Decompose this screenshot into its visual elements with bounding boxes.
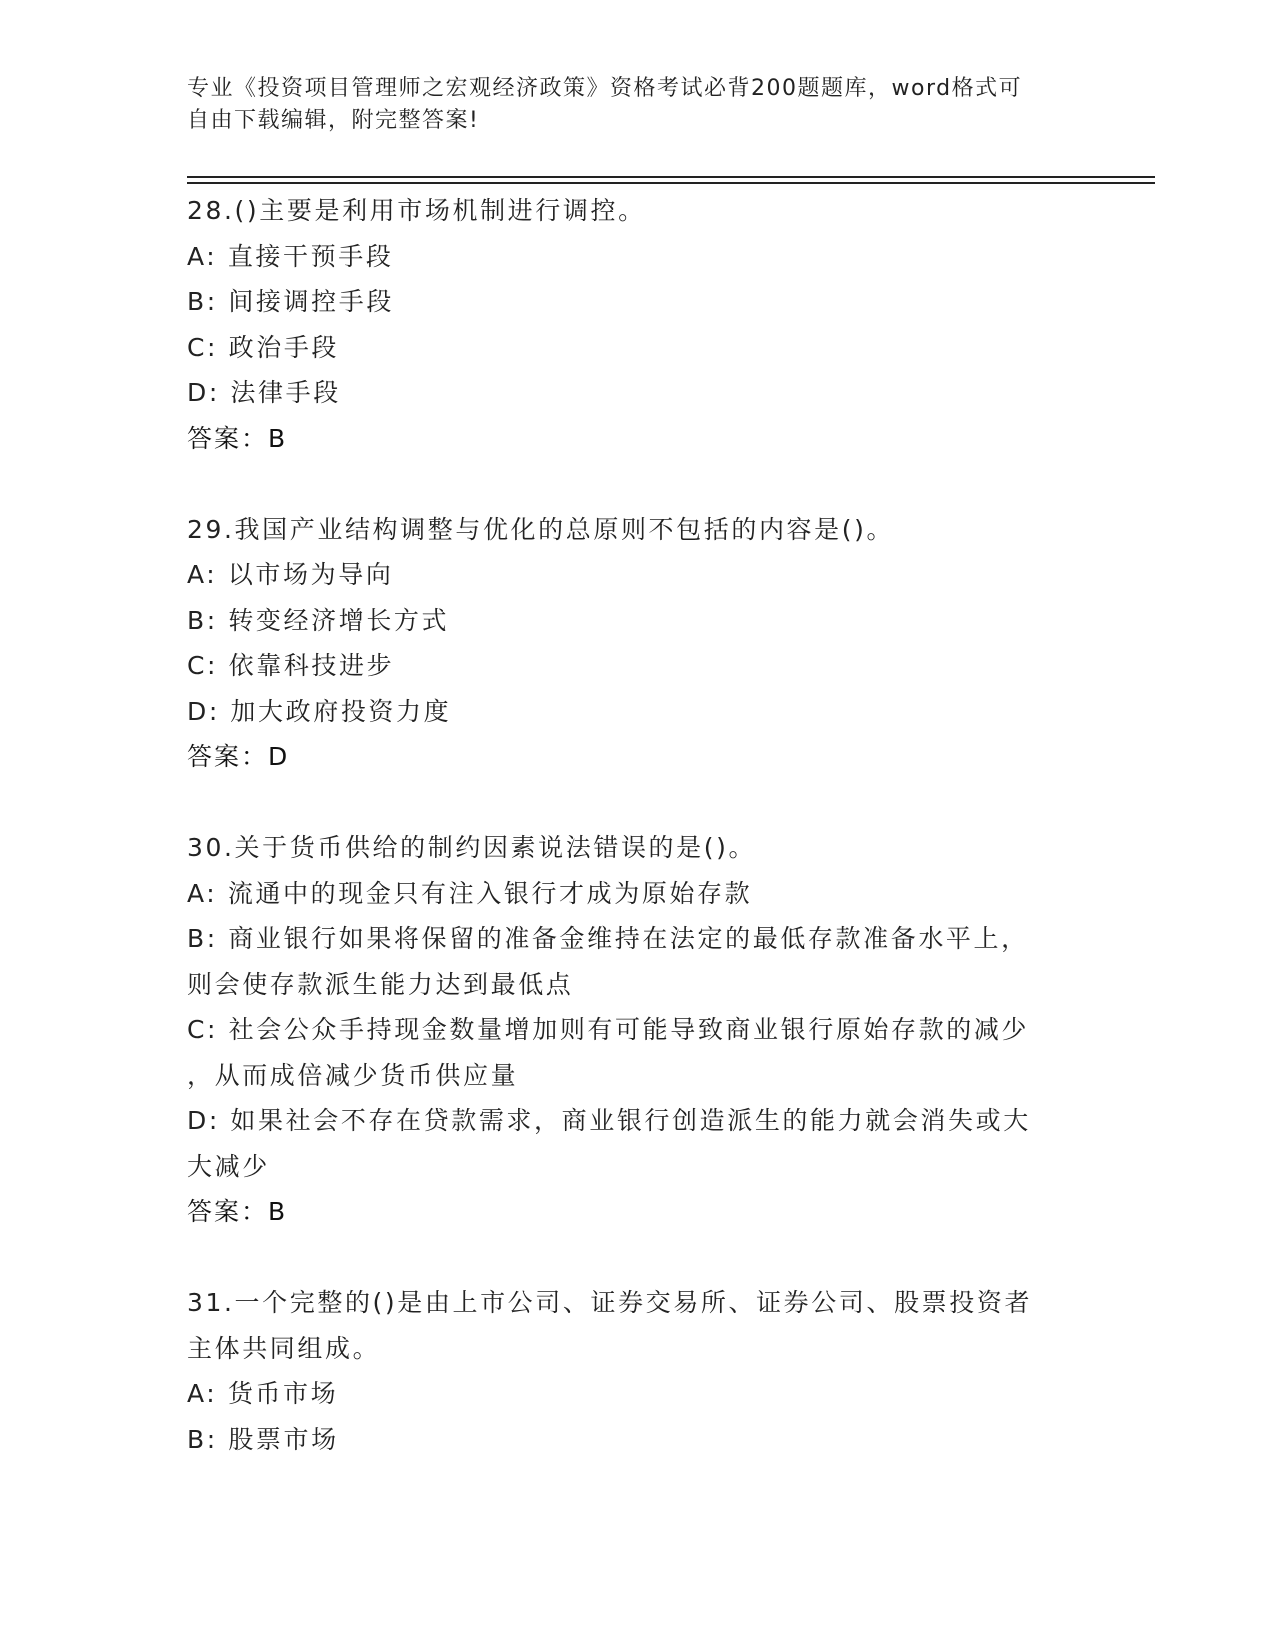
question-block-29 [187, 507, 1087, 780]
question-stem-continued: 主体共同组成。 [187, 1333, 381, 1363]
option-b: B: 股票市场 [187, 1424, 339, 1454]
option-a: A: 货币市场 [187, 1379, 339, 1408]
option-c-continued: ，从而成倍减少货币供应量 [187, 1060, 519, 1090]
option-b-continued: 则会使存款派生能力达到最低点 [187, 969, 574, 999]
header-divider-top [187, 176, 1155, 178]
option-c: C: 依靠科技进步 [187, 651, 395, 680]
option-d: D: 法律手段 [187, 378, 341, 407]
option-b: B: 间接调控手段 [187, 287, 394, 316]
option-d: D: 加大政府投资力度 [187, 696, 452, 726]
header-divider-bottom [187, 182, 1155, 184]
option-c: C: 社会公众手持现金数量增加则有可能导致商业银行原始存款的减少 [187, 1015, 1030, 1044]
option-a: A: 直接干预手段 [187, 241, 394, 271]
header-line-2: 自由下载编辑，附完整答案! [187, 108, 480, 133]
document-header [187, 73, 1087, 137]
question-stem: 29.我国产业结构调整与优化的总原则不包括的内容是()。 [187, 514, 895, 544]
option-b: B: 转变经济增长方式 [187, 605, 450, 635]
answer-line: 答案：B [187, 423, 288, 453]
option-a: A: 以市场为导向 [187, 560, 394, 589]
option-d-continued: 大减少 [187, 1151, 270, 1181]
question-stem: 31.一个完整的()是由上市公司、证券交易所、证券公司、股票投资者 [187, 1288, 1033, 1317]
option-b: B: 商业银行如果将保留的准备金维持在法定的最低存款准备水平上， [187, 924, 1029, 953]
question-block-28 [187, 188, 1087, 461]
question-spacer [187, 780, 1087, 826]
question-stem: 28.()主要是利用市场机制进行调控。 [187, 196, 646, 225]
question-block-30 [187, 825, 1087, 1235]
question-list [187, 188, 1087, 1462]
question-spacer [187, 1235, 1087, 1281]
answer-line: 答案：D [187, 742, 290, 771]
question-stem: 30.关于货币供给的制约因素说法错误的是()。 [187, 833, 757, 862]
question-spacer [187, 461, 1087, 507]
option-d: D: 如果社会不存在贷款需求，商业银行创造派生的能力就会消失或大 [187, 1106, 1031, 1135]
answer-line: 答案：B [187, 1197, 288, 1226]
option-a: A: 流通中的现金只有注入银行才成为原始存款 [187, 878, 753, 908]
option-c: C: 政治手段 [187, 332, 340, 362]
header-line-1: 专业《投资项目管理师之宏观经济政策》资格考试必背200题题库，word格式可 [187, 76, 1023, 101]
question-block-31 [187, 1280, 1087, 1462]
